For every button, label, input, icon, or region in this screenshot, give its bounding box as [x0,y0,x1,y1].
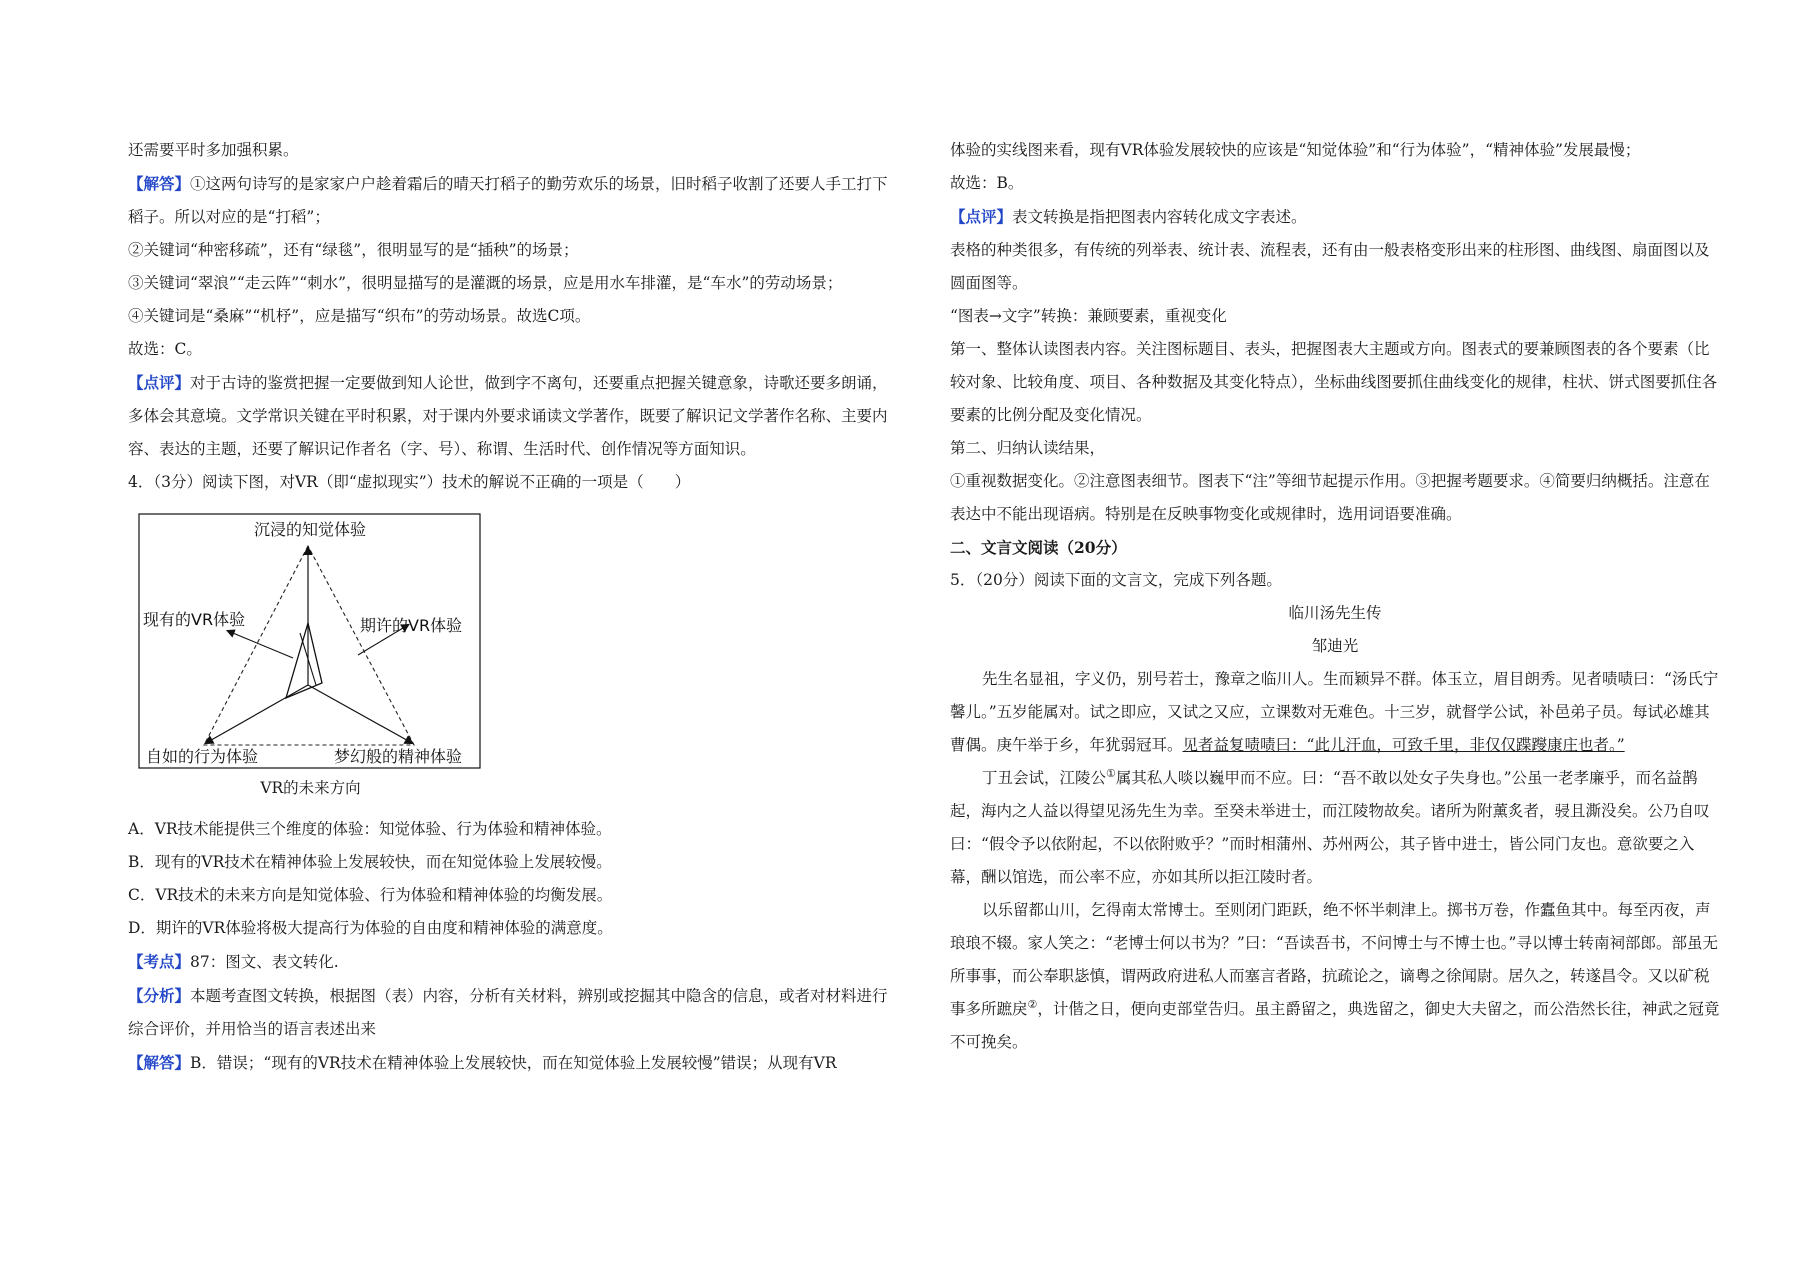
q4-stem: 4．（3分）阅读下图，对VR（即“虚拟现实”）技术的解说不正确的一项是（ ） [128,473,691,491]
q4-commentary-text: 表文转换是指把图表内容转化成文字表述。 [1012,208,1307,226]
q4-commentary-line [950,300,1720,333]
passage-title: 临川汤先生传 [1288,604,1382,622]
section-tag: 【点评】 [950,207,1013,226]
vr-figure [138,513,483,775]
section-tag: 【分析】 [128,986,191,1005]
q4-analysis-line [128,945,898,979]
section-tag: 【点评】 [128,373,191,392]
q3-answer-text: ①这两句诗写的是家家户户趁着霜后的晴天打稻子的勤劳欢乐的场景，旧时稻子收割了还要人手工打下稻子。所以对应的是“打稻”； [128,175,888,226]
para3-text-a: 以乐留都山川，乞得南太常博士。至则闭门距跃，绝不怀半刺津上。掷书万卷，作蠹鱼其中。每至丙夜，声琅琅不辍。家人笑之：“老博士何以书为？”曰：“吾读吾书，不问博士与不博士也。”寻以博士转南祠部郎。部虽无所事事，而公奉职毖慎，谓两政府进私人而塞言者路，抗疏论之，谪粤之徐闻尉。居久之，转遂昌令。又以矿税事多所蹠戾 [950,901,1718,1018]
passage-paragraph-2 [950,762,1720,894]
passage-author: 邹迪光 [1311,637,1359,655]
answer-option: A．VR技术能提供三个维度的体验：知觉体验、行为体验和精神体验。 [128,820,612,838]
q4-commentary-line [950,234,1720,300]
q5-stem: 5．（20分）阅读下面的文言文，完成下列各题。 [950,571,1282,589]
q3-answer-text: ③关键词“翠浪”“走云阵”“刺水”，很明显描写的是灌溉的场景，应是用水车排灌，是“车水”的劳动场景； [128,274,843,292]
label-bottom-left: 自如的行为体验 [146,747,259,766]
label-bottom-right: 梦幻般的精神体验 [334,747,463,766]
right-column [950,134,1720,1059]
q4-commentary-text: 表格的种类很多，有传统的列举表、统计表、流程表，还有由一般表格变形出来的柱形图、曲线图、扇面图以及圆面图等。 [950,241,1710,292]
q4-analysis-text: B．错误；“现有的VR技术在精神体验上发展较快，而在知觉体验上发展较慢”错误；从现有VR [190,1054,837,1072]
q4-commentary-text: 故选：B。 [950,174,1024,192]
q4-options [128,813,898,945]
q4-commentary-text: 第一、整体认读图表内容。关注图标题目、表头，把握图表大主题或方向。图表式的要兼顾图表的各个要素（比较对象、比较角度、项目、各种数据及其变化特点），坐标曲线图要抓住曲线变化的规律，柱状、饼式图要抓住各要素的比例分配及变化情况。 [950,340,1718,424]
vr-figure-block [138,513,483,799]
q4-analysis-line [128,979,898,1046]
q4-analysis-text: 87：图文、表文转化. [190,953,339,971]
q3-answer-line [128,366,898,466]
q4-commentary-line [950,333,1720,432]
q3-answer-line [128,333,898,366]
label-top: 沉浸的知觉体验 [253,520,367,539]
para2-text-b: 属其私人啖以巍甲而不应。曰：“吾不敢以处女子失身也。”公虽一老孝廉乎，而名益鹊起，海内之人益以得望见汤先生为幸。至癸未举进士，而江陵物故矣。诸所为附薰炙者，骎且澌没矣。公乃自叹曰：“假令予以依附起，不以依附败乎？”而时相蒲州、苏州两公，其子皆中进士，皆公同门友也。意欲要之入幕，酬以馆选，而公率不应，亦如其所以拒江陵时者。 [950,769,1710,886]
q4-commentary-text: 第二、归纳认读结果， [950,439,1106,457]
answer-option: C．VR技术的未来方向是知觉体验、行为体验和精神体验的均衡发展。 [128,886,613,904]
answer-option: D．期许的VR体验将极大提高行为体验的自由度和精神体验的满意度。 [128,919,613,937]
q4-commentary-line [950,134,1720,167]
vr-radar-diagram [138,513,483,771]
label-expected-vr: 期许的VR体验 [360,616,463,635]
section-tag: 【解答】 [128,174,191,193]
q4-commentary-line [950,200,1720,234]
section-tag: 【解答】 [128,1053,191,1072]
left-column [128,134,898,1080]
q4-analysis-text: 本题考查图文转换，根据图（表）内容，分析有关材料，辨别或挖掘其中隐含的信息，或者对材料进行综合评价，并用恰当的语言表述出来 [128,987,888,1038]
para3-text-b: ，计偕之日，便向吏部堂告归。虽主爵留之，典选留之，御史大夫留之，而公浩然长往，神武之冠竟不可挽矣。 [950,1000,1720,1051]
q4-analysis-line [128,1046,898,1080]
figure-frame [139,514,480,768]
q3-answer-text: ②关键词“种密移疏”，还有“绿毯”，很明显写的是“插秧”的场景； [128,241,579,259]
para2-text-a: 丁丑会试，江陵公 [982,769,1107,787]
para1-text: 先生名显祖，字义仍，别号若士，豫章之临川人。生而颖异不群。体玉立，眉目朗秀。见者啧啧曰：“汤氏宁馨儿。”五岁能属对。试之即应，又试之又应，立课数对无难色。十三岁，就督学公试，补邑弟子员。每试必雄其曹偶。庚午举于乡，年犹弱冠耳。 [950,670,1719,754]
q3-answer-text: ④关键词是“桑麻”“机杼”，应是描写“织布”的劳动场景。故选C项。 [128,307,591,325]
q4-commentary-text: 体验的实线图来看，现有VR体验发展较快的应该是“知觉体验”和“行为体验”，“精神体验”发展最慢； [950,141,1641,159]
footnote-marker-2: ② [1027,997,1038,1011]
q4-commentary-line [950,465,1720,531]
section-title: 二、文言文阅读（20分） [950,538,1127,557]
answer-option: B．现有的VR技术在精神体验上发展较快，而在知觉体验上发展较慢。 [128,853,612,871]
q4-commentary-text: “图表→文字”转换：兼顾要素，重视变化 [950,307,1227,325]
para1-underlined-sentence: 见者益复啧啧曰：“此儿汗血，可致千里，非仅仅蹀躞康庄也者。” [1182,736,1625,754]
q3-answer-text: 对于古诗的鉴赏把握一定要做到知人论世，做到字不离句，还要重点把握关键意象，诗歌还要多朗诵，多体会其意境。文学常识关键在平时积累，对于课内外要求诵读文学著作，既要了解识记文学著作名称、主要内容、表达的主题，还要了解识记作者名（字、号）、称谓、生活时代、创作情况等方面知识。 [128,374,888,458]
q3-answer-line [128,300,898,333]
passage-paragraph-1 [950,663,1720,762]
section-tag: 【考点】 [128,952,191,971]
q4-analysis [128,945,898,1080]
q4-commentary-line [950,432,1720,465]
q3-answer-tail [128,134,898,466]
q4-answer-continued [950,134,1720,531]
q4-commentary-text: ①重视数据变化。②注意图表细节。图表下“注”等细节起提示作用。③把握考题要求。④简要归纳概括。注意在表达中不能出现语病。特别是在反映事物变化或规律时，选用词语要准确。 [950,472,1710,523]
q3-answer-line [128,234,898,267]
label-current-vr: 现有的VR体验 [143,610,246,629]
q3-answer-line [128,167,898,234]
q3-answer-text: 故选：C。 [128,340,202,358]
passage-paragraph-3 [950,894,1720,1059]
q3-answer-text: 还需要平时多加强积累。 [128,141,299,159]
figure-caption: VR的未来方向 [260,779,361,797]
q3-answer-line [128,134,898,167]
q3-answer-line [128,267,898,300]
footnote-marker-1: ① [1106,766,1116,780]
q4-commentary-line [950,167,1720,200]
